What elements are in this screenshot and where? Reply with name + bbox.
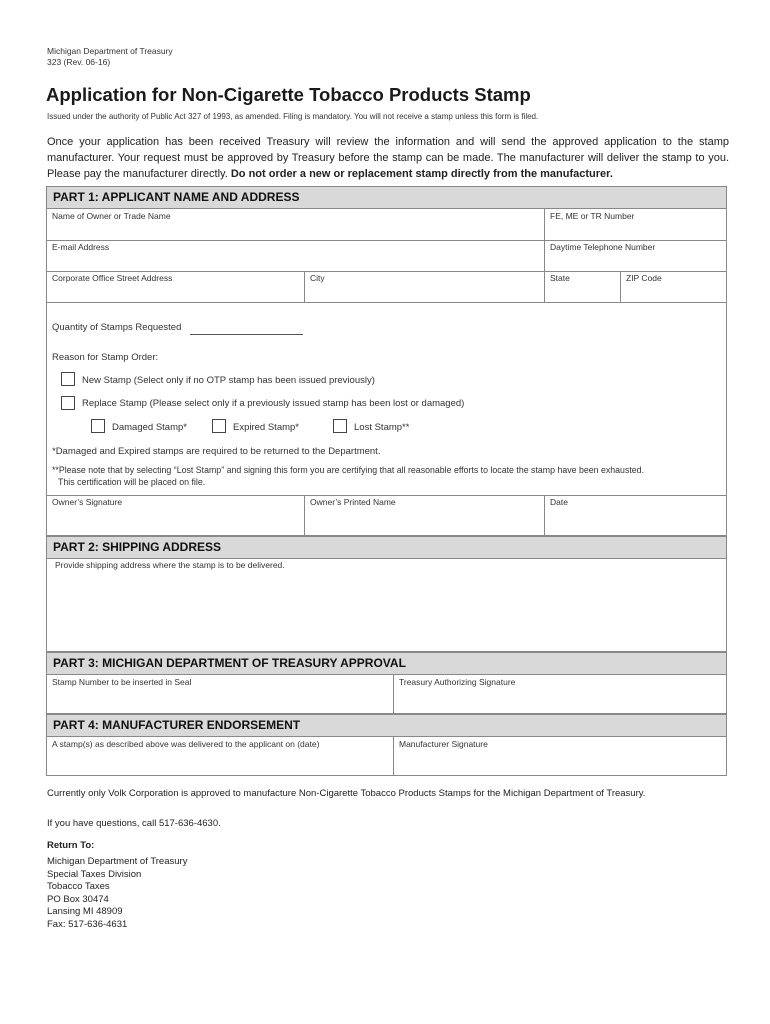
- divider: [544, 495, 545, 536]
- divider: [393, 674, 394, 714]
- lost-stamp-checkbox[interactable]: [333, 419, 347, 433]
- replace-stamp-checkbox[interactable]: [61, 396, 75, 410]
- return-to-label: Return To:: [47, 840, 95, 851]
- damaged-expired-note: *Damaged and Expired stamps are required to be returned to the Department.: [52, 446, 381, 457]
- address-line: Michigan Department of Treasury: [47, 856, 188, 867]
- address-line: Special Taxes Division: [47, 868, 142, 880]
- part4-heading: PART 4: MANUFACTURER ENDORSEMENT: [46, 714, 727, 737]
- delivery-date-field[interactable]: A stamp(s) as described above was delivered to the applicant on (date): [52, 739, 320, 749]
- shipping-instruction: Provide shipping address where the stamp is to be delivered.: [55, 560, 285, 570]
- page-title: Application for Non-Cigarette Tobacco Products Stamp: [46, 84, 531, 105]
- lost-stamp-note-cont: This certification will be placed on file.: [58, 477, 206, 487]
- divider: [46, 302, 727, 303]
- fein-field[interactable]: FE, ME or TR Number: [550, 211, 635, 221]
- state-field[interactable]: State: [550, 273, 570, 283]
- agency-name: Michigan Department of Treasury: [47, 46, 173, 56]
- damaged-stamp-checkbox[interactable]: [91, 419, 105, 433]
- form-revision: 323 (Rev. 06-16): [47, 57, 111, 67]
- lost-stamp-label: Lost Stamp**: [354, 422, 410, 433]
- address-line: Tobacco Taxes: [47, 881, 110, 892]
- reason-label: Reason for Stamp Order:: [52, 352, 159, 363]
- email-field[interactable]: E-mail Address: [52, 242, 110, 252]
- part2-heading: PART 2: SHIPPING ADDRESS: [46, 536, 727, 559]
- intro-warning: Do not order a new or replacement stamp directly from the manufacturer.: [230, 168, 613, 180]
- shipping-address-field[interactable]: [46, 558, 727, 652]
- owner-signature-field[interactable]: Owner’s Signature: [52, 497, 123, 507]
- questions-phone: If you have questions, call 517-636-4630.: [47, 818, 221, 829]
- part3-heading: PART 3: MICHIGAN DEPARTMENT OF TREASURY APPROVAL: [46, 652, 727, 675]
- owner-printed-name-field[interactable]: Owner’s Printed Name: [310, 497, 396, 507]
- expired-stamp-label: Expired Stamp*: [233, 422, 300, 433]
- stamp-number-field[interactable]: Stamp Number to be inserted in Seal: [52, 677, 192, 687]
- phone-field[interactable]: Daytime Telephone Number: [550, 242, 656, 252]
- divider: [620, 271, 621, 302]
- new-stamp-label: New Stamp (Select only if no OTP stamp has been issued previously): [82, 375, 375, 386]
- date-field[interactable]: Date: [550, 497, 568, 507]
- divider: [544, 208, 545, 302]
- divider: [46, 495, 727, 496]
- authority-statement: Issued under the authority of Public Act 327 of 1993, as amended. Filing is mandatory. You will not receive a stamp unless this form is filed.: [47, 112, 539, 121]
- divider: [393, 736, 394, 776]
- street-address-field[interactable]: Corporate Office Street Address: [52, 273, 173, 283]
- zip-field[interactable]: ZIP Code: [626, 273, 662, 283]
- intro-text: Once your application has been received Treasury will review the information and will send the approved application to the stamp manufacturer. Your request must be approved by Treasury before the stamp can be made. The manufacturer will deliver the stamp to you. Please pay the manufacturer directly.: [47, 136, 729, 180]
- manufacturer-signature-field[interactable]: Manufacturer Signature: [399, 739, 488, 749]
- address-line: Fax: 517-636-4631: [47, 918, 128, 930]
- address-line: Lansing MI 48909: [47, 906, 123, 917]
- intro-paragraph: [47, 134, 729, 182]
- treasury-signature-field[interactable]: Treasury Authorizing Signature: [399, 677, 516, 687]
- divider: [304, 271, 305, 302]
- damaged-stamp-label: Damaged Stamp*: [112, 422, 187, 433]
- volk-note: Currently only Volk Corporation is approved to manufacture Non-Cigarette Tobacco Products Stamps for the Michigan Department of Treasury.: [47, 788, 646, 799]
- address-line: PO Box 30474: [47, 893, 109, 905]
- new-stamp-checkbox[interactable]: [61, 372, 75, 386]
- divider: [46, 240, 727, 241]
- expired-stamp-checkbox[interactable]: [212, 419, 226, 433]
- divider: [304, 495, 305, 536]
- part1-heading: PART 1: APPLICANT NAME AND ADDRESS: [46, 186, 727, 209]
- divider: [46, 271, 727, 272]
- lost-stamp-note: **Please note that by selecting “Lost Stamp” and signing this form you are certifying that all reasonable efforts to locate the stamp have been exhausted.: [52, 465, 645, 475]
- quantity-label: Quantity of Stamps Requested: [52, 322, 182, 333]
- replace-stamp-label: Replace Stamp (Please select only if a previously issued stamp has been lost or damaged): [82, 398, 465, 409]
- quantity-input[interactable]: [190, 334, 303, 335]
- owner-name-field[interactable]: Name of Owner or Trade Name: [52, 211, 171, 221]
- city-field[interactable]: City: [310, 273, 325, 283]
- return-address: [47, 856, 187, 931]
